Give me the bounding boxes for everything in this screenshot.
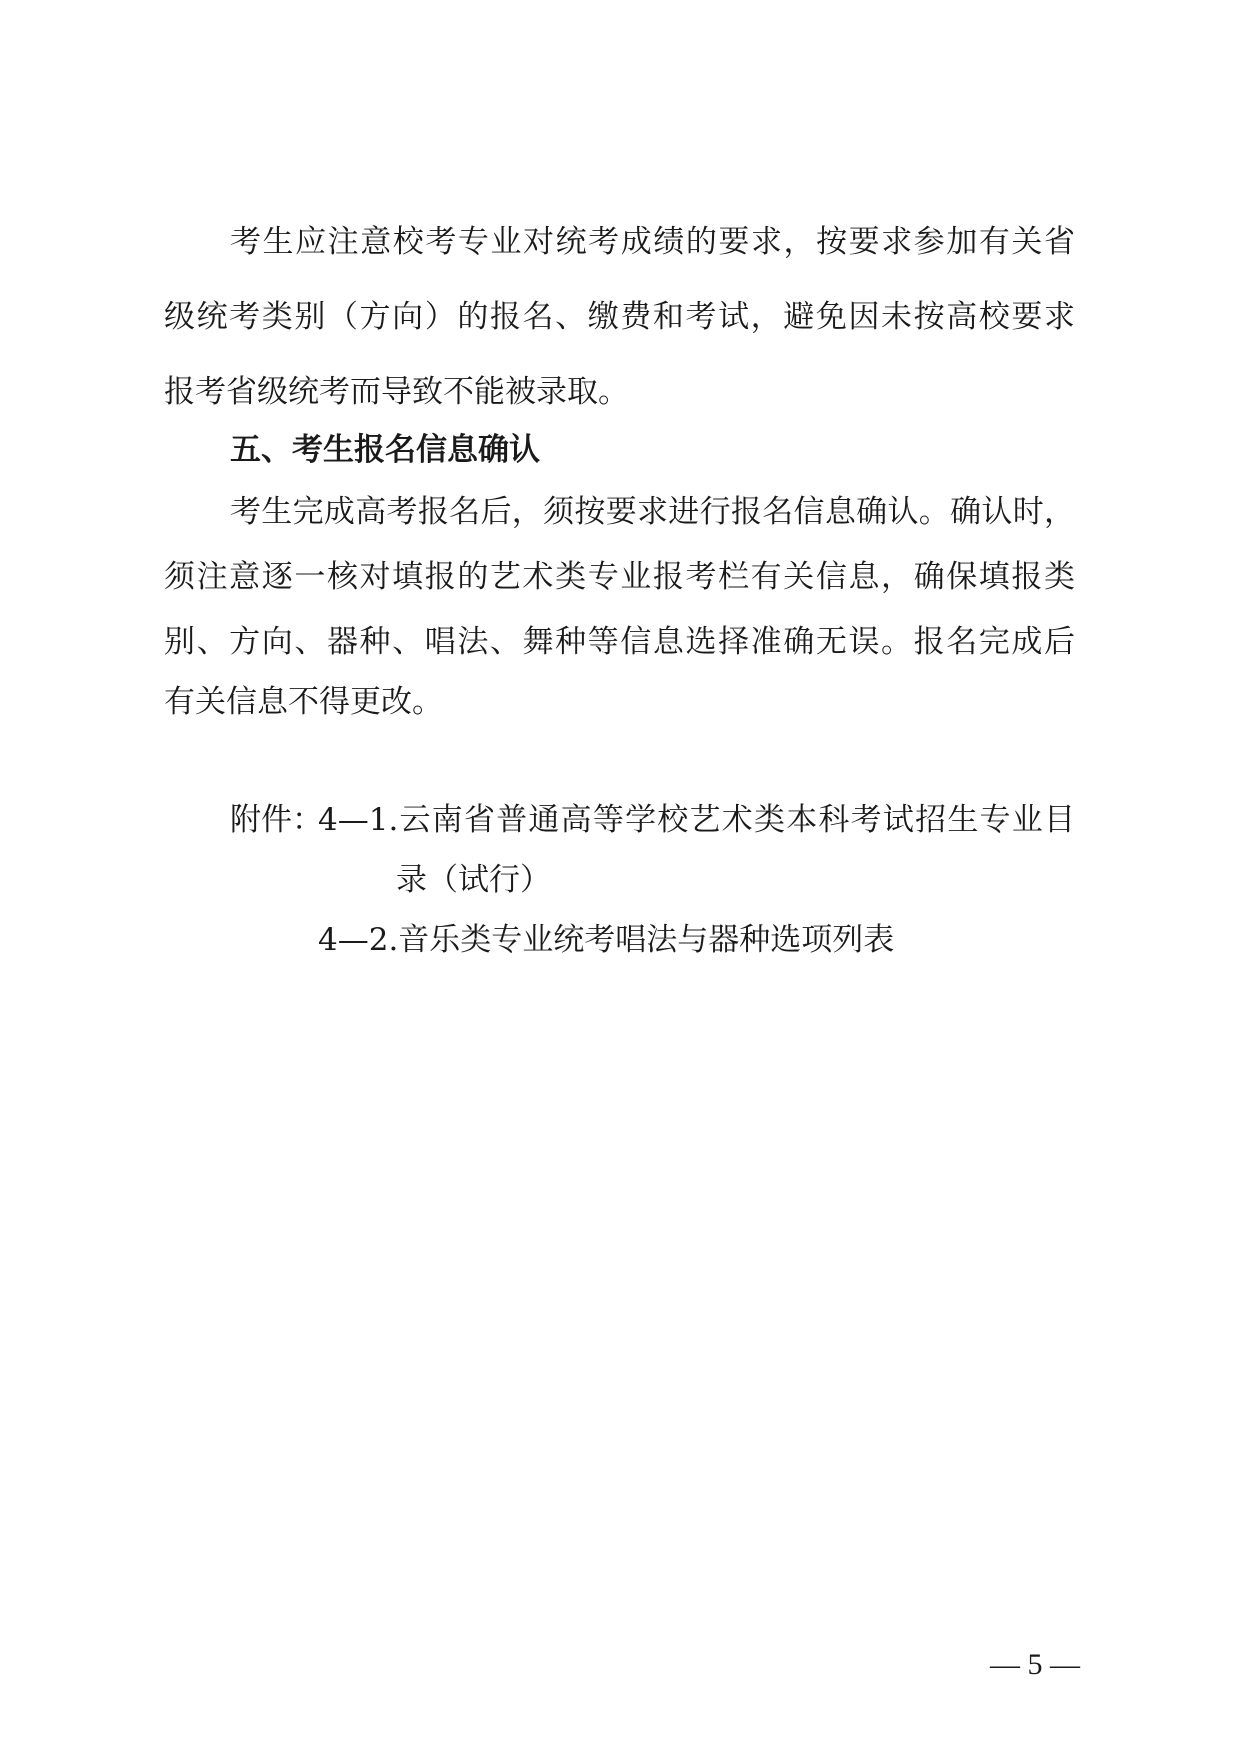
paragraph2-line-2: 须注意逐一核对填报的艺术类专业报考栏有关信息，确保填报类 [164,559,1075,595]
page-number: — 5 — [990,1648,1080,1681]
section-heading: 五、考生报名信息确认 [230,432,540,468]
paragraph1-line-2: 级统考类别（方向）的报名、缴费和考试，避免因未按高校要求 [164,299,1075,335]
attachment-item-1-line-2: 录（试行） [396,862,551,898]
paragraph1-line-3: 报考省级统考而导致不能被录取。 [164,374,629,410]
attachment-item-1-line-1: 4—1.云南省普通高等学校艺术类本科考试招生专业目 [318,802,1075,838]
paragraph2-line-1: 考生完成高考报名后，须按要求进行报名信息确认。确认时， [230,494,1075,530]
attachments-label: 附件： [230,802,323,838]
paragraph1-line-1: 考生应注意校考专业对统考成绩的要求，按要求参加有关省 [230,224,1075,260]
paragraph2-line-3: 别、方向、器种、唱法、舞种等信息选择准确无误。报名完成后 [164,624,1075,660]
paragraph2-line-4: 有关信息不得更改。 [164,684,443,720]
attachment-item-2: 4—2.音乐类专业统考唱法与器种选项列表 [318,922,895,958]
